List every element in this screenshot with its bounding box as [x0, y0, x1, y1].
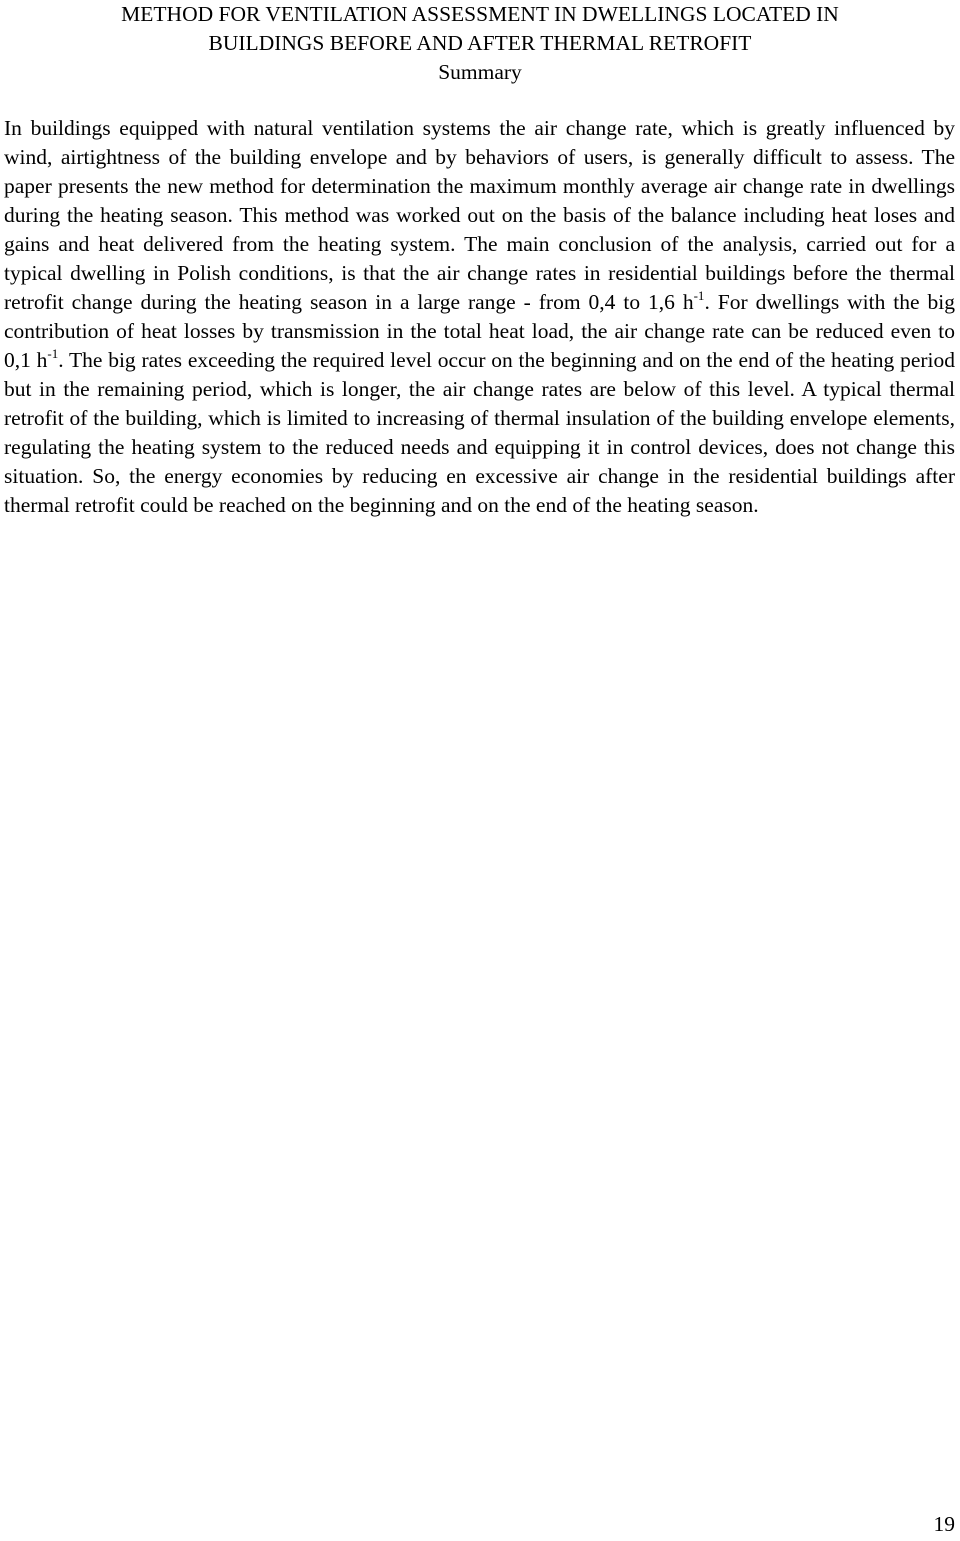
- page-number: 19: [933, 1512, 955, 1536]
- title-block: [0, 0, 960, 87]
- paper-title-line-2: BUILDINGS BEFORE AND AFTER THERMAL RETROFIT: [208, 31, 752, 55]
- paper-title-line-1: METHOD FOR VENTILATION ASSESSMENT IN DWELLINGS LOCATED IN: [121, 2, 839, 26]
- unit-exponent-2: -1: [47, 345, 59, 361]
- summary-text-part-3: . The big rates exceeding the required level occur on the beginning and on the end of the heating period but in the remaining period, which is longer, the air change rates are below of this level. A typical thermal retrofit of the building, which is limited to increasing of thermal insulation of the building envelope elements, regulating the heating system to the reduced needs and equipping it in control devices, does not change this situation. So, the energy economies by reducing en excessive air change in the residential buildings after thermal retrofit could be reached on the beginning and on the end of the heating season.: [4, 348, 956, 517]
- summary-paragraph: [4, 114, 955, 520]
- summary-text-part-2: . For dwellings with the big contribution of heat losses by transmission in the total heat load, the air change rate can be reduced even to 0,1 h: [4, 290, 955, 372]
- section-heading-summary: Summary: [438, 60, 522, 84]
- unit-exponent-1: -1: [693, 287, 705, 303]
- summary-text-part-1: In buildings equipped with natural ventilation systems the air change rate, which is greatly influenced by wind, airtightness of the building envelope and by behaviors of users, is generally difficult to assess. The paper presents the new method for determination the maximum monthly average air change rate in dwellings during the heating season. This method was worked out on the basis of the balance including heat loses and gains and heat delivered from the heating system. The main conclusion of the analysis, carried out for a typical dwelling in Polish conditions, is that the air change rates in residential buildings before the thermal retrofit change during the heating season in a large range - from 0,4 to 1,6 h: [4, 116, 955, 314]
